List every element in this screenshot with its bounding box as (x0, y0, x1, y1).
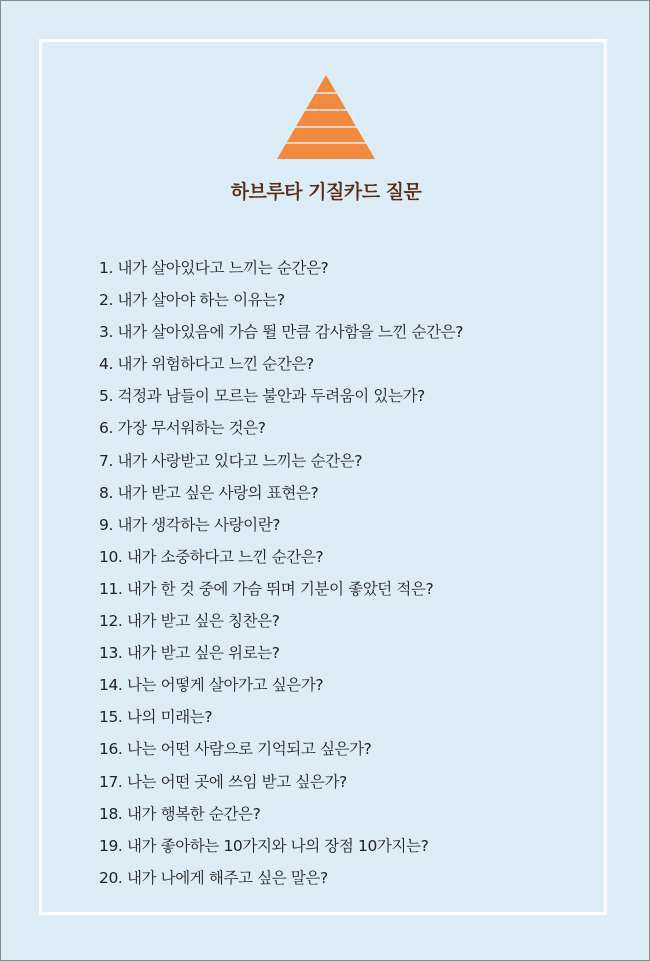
question-item: 1. 내가 살아있다고 느끼는 순간은? (99, 259, 329, 277)
question-item: 15. 나의 미래는? (99, 708, 213, 727)
question-item: 8. 내가 받고 싶은 사랑의 표현은? (99, 483, 319, 502)
question-item: 6. 가장 무서워하는 것은? (99, 419, 266, 438)
question-item: 2. 내가 살아야 하는 이유는? (99, 291, 285, 310)
question-item: 16. 나는 어떤 사람으로 기억되고 싶은가? (99, 740, 372, 759)
question-item: 20. 내가 나에게 해주고 싶은 말은? (99, 868, 328, 887)
question-item: 3. 내가 살아있음에 가슴 뛸 만큼 감사함을 느낀 순간은? (99, 323, 464, 342)
question-item: 7. 내가 사랑받고 있다고 느끼는 순간은? (99, 451, 363, 470)
question-item: 5. 걱정과 남들이 모르는 불안과 두려움이 있는가? (99, 387, 425, 406)
question-item: 11. 내가 한 것 중에 가슴 뛰며 기분이 좋았던 적은? (99, 579, 434, 598)
pyramid-icon (277, 75, 375, 159)
question-item: 18. 내가 행복한 순간은? (99, 804, 261, 823)
question-item: 14. 나는 어떻게 살아가고 싶은가? (99, 676, 324, 695)
question-item: 12. 내가 받고 싶은 칭찬은? (99, 612, 280, 631)
question-item: 4. 내가 위험하다고 느낀 순간은? (99, 355, 314, 374)
question-item: 13. 내가 받고 싶은 위로는? (99, 644, 280, 663)
question-item: 10. 내가 소중하다고 느낀 순간은? (99, 547, 324, 566)
question-list (99, 256, 463, 898)
page-title: 하브루타 기질카드 질문 (230, 181, 422, 203)
question-item: 17. 나는 어떤 곳에 쓰임 받고 싶은가? (99, 772, 347, 791)
question-item: 9. 내가 생각하는 사랑이란? (99, 515, 281, 534)
question-item: 19. 내가 좋아하는 10가지와 나의 장점 10가지는? (99, 836, 429, 855)
